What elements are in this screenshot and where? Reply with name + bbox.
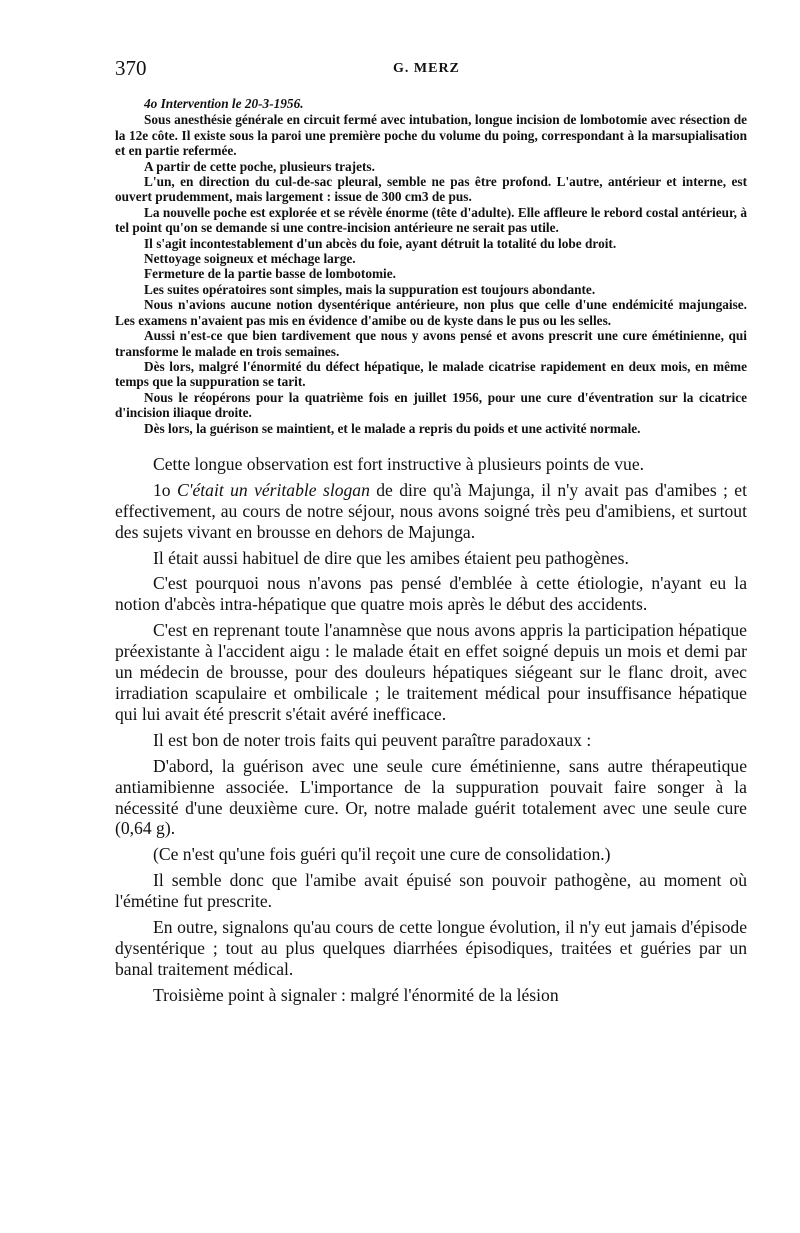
point-one-emphasis: C'était un véritable slogan [176,479,370,500]
running-head: G. MERZ [393,61,460,76]
case-report [115,96,747,436]
discussion-paragraph: C'est en reprenant toute l'anamnèse que nous avons appris la participation hépatique préexistante à l'accident aigu : le malade était en effet soigné depuis un mois et demi par un médecin de brousse, pour des douleurs hépatiques siégeant sur le flanc droit, avec irradiation scapulaire et ombilicale ; le traitement médical pour insuffisance hépatique qui lui avait été prescrit s'était avéré inefficace. [115,620,747,724]
case-paragraph: Sous anesthésie générale en circuit fermé avec intubation, longue incision de lombotomie avec résection de la 12e côte. Il existe sous la paroi une première poche du volume du poing, correspondant à la marsupialisation et en partie refermée. [115,112,747,159]
discussion-intro: Cette longue observation est fort instructive à plusieurs points de vue. [153,453,645,474]
case-paragraph: Les suites opératoires sont simples, mais la suppuration est toujours abondante. [144,281,596,297]
point-one-paragraph [115,480,747,543]
discussion-paragraph: Troisième point à signaler : malgré l'énormité de la lésion [153,984,559,1005]
intervention-subheading: 4o Intervention le 20-3-1956. [144,96,304,111]
case-paragraph: Fermeture de la partie basse de lombotomie. [144,266,396,282]
discussion-paragraph: C'est pourquoi nous n'avons pas pensé d'emblée à cette étiologie, n'ayant eu la notion d'abcès intra-hépatique que quatre mois après le début des accidents. [115,573,747,615]
discussion-paragraph: D'abord, la guérison avec une seule cure émétinienne, sans autre thérapeutique antiamibienne associée. L'importance de la suppuration pouvait faire songer à la nécessité d'une deuxième cure. Or, notre malade guérit totalement avec une seule cure (0,64 g). [115,755,747,839]
case-paragraph: Aussi n'est-ce que bien tardivement que nous y avons pensé et avons prescrit une cure émétinienne, qui transforme le malade en trois semaines. [115,328,747,359]
page [115,56,747,1011]
case-paragraph: Il s'agit incontestablement d'un abcès du foie, ayant détruit la totalité du lobe droit. [144,235,617,251]
case-paragraph: Dès lors, la guérison se maintient, et le malade a repris du poids et une activité normale. [144,420,641,436]
discussion-paragraph: Il est bon de noter trois faits qui peuvent paraître paradoxaux : [153,729,592,750]
discussion-paragraph: Il semble donc que l'amibe avait épuisé son pouvoir pathogène, au moment où l'émétine fut prescrite. [115,870,747,912]
discussion [115,454,747,1006]
case-paragraph: La nouvelle poche est explorée et se révèle énorme (tête d'adulte). Elle affleure le rebord costal antérieur, à tel point qu'on se demande si une contre-incision antérieure ne serait pas utile. [115,204,747,236]
discussion-paragraph: (Ce n'est qu'une fois guéri qu'il reçoit une cure de consolidation.) [153,844,611,865]
page-header [115,56,747,90]
case-paragraph: Nous le réopérons pour la quatrième fois en juillet 1956, pour une cure d'éventration sur la cicatrice d'incision iliaque droite. [115,389,747,421]
case-paragraph: L'un, en direction du cul-de-sac pleural, semble ne pas être profond. L'autre, antérieur et interne, est ouvert prudemment, mais largement : issue de 300 cm3 de pus. [115,174,747,205]
discussion-paragraph: Il était aussi habituel de dire que les amibes étaient peu pathogènes. [153,547,629,568]
case-paragraph: Nous n'avions aucune notion dysentérique antérieure, non plus que celle d'une endémicité majungaise. Les examens n'avaient pas mis en évidence d'amibe ou de kyste dans le pus ou les selles. [115,297,747,328]
discussion-paragraph: En outre, signalons qu'au cours de cette longue évolution, il n'y eut jamais d'épisode dysentérique ; tout au plus quelques diarrhées épisodiques, traitées et guéries par un banal traitement médical. [115,917,747,979]
case-paragraph: A partir de cette poche, plusieurs trajets. [144,158,375,174]
point-one-number: 1o [153,479,177,500]
case-paragraph: Nettoyage soigneux et méchage large. [144,251,356,267]
case-paragraph: Dès lors, malgré l'énormité du défect hépatique, le malade cicatrise rapidement en deux mois, en même temps que la suppuration se tarit. [115,358,747,390]
point-one-text: de dire qu'à Majunga, il n'y avait pas d'amibes ; et effectivement, au cours de notre séjour, nous avons soigné très peu d'amibiens, et surtout des sujets vivant en brousse en dehors de Majunga. [115,479,747,542]
page-number: 370 [115,56,147,80]
